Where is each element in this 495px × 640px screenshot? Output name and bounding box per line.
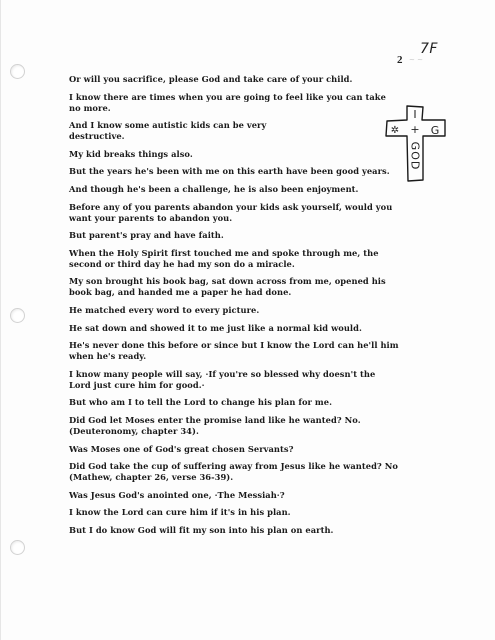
page-number: 2 — [397, 54, 403, 66]
punch-hole-bottom — [10, 540, 25, 555]
handwritten-page-mark: 7F — [420, 41, 438, 57]
cross-letter-right: G — [430, 124, 440, 137]
paragraph: But I do know God will fit my son into his plan on earth. — [69, 524, 334, 535]
paragraph: My kid breaks things also. — [69, 148, 193, 159]
paragraph: I know there are times when you are going to feel like you can take no more. — [69, 91, 386, 113]
paragraph: I know many people will say, ·If you're so blessed why doesn't the Lord just cure him for good.· — [69, 368, 376, 390]
punch-hole-middle — [10, 308, 25, 323]
paragraph: But the years he's been with me on this earth have been good years. — [69, 166, 390, 177]
paragraph: I know the Lord can cure him if it's in his plan. — [69, 507, 291, 518]
cross-letter-bottom: GOD — [408, 141, 422, 171]
paragraph: But parent's pray and have faith. — [69, 230, 224, 241]
paragraph: Did God take the cup of suffering away from Jesus like he wanted? No (Mathew, chapter 26, verse 36-39). — [69, 461, 398, 483]
paragraph: But who am I to tell the Lord to change his plan for me. — [69, 397, 333, 408]
paragraph: And though he's been a challenge, he is also been enjoyment. — [69, 183, 359, 194]
paragraph: Did God let Moses enter the promise land like he wanted? No. (Deuteronomy, chapter 34). — [69, 414, 361, 436]
punch-hole-top — [10, 64, 25, 79]
paragraph: My son brought his book bag, sat down across from me, opened his book bag, and handed me a paper he had done. — [69, 276, 386, 298]
paragraph: He sat down and showed it to me just like a normal kid would. — [69, 322, 362, 333]
cross-letter-top: I — [413, 108, 417, 121]
paragraph: He's never done this before or since but I know the Lord can he'll him when he's ready. — [69, 340, 399, 362]
paragraph: He matched every word to every picture. — [69, 304, 260, 315]
paragraph: Or will you sacrifice, please God and take care of your child. — [69, 74, 353, 84]
paragraph: And I know some autistic kids can be very destructive. — [69, 120, 267, 142]
cross-letter-center: + — [410, 123, 420, 136]
paragraph: Before any of you parents abandon your kids ask yourself, would you want your parents to abandon you. — [69, 201, 393, 223]
paragraph: Was Moses one of God's great chosen Servants? — [69, 443, 294, 454]
faint-mark: ~ ~ — [409, 56, 423, 64]
document-body — [69, 74, 399, 542]
paragraph: Was Jesus God's anointed one, ·The Messiah·? — [69, 489, 285, 500]
paragraph: When the Holy Spirit first touched me and spoke through me, the second or third day he had my son do a miracle. — [69, 247, 379, 269]
cross-letter-left: ✲ — [390, 125, 400, 136]
